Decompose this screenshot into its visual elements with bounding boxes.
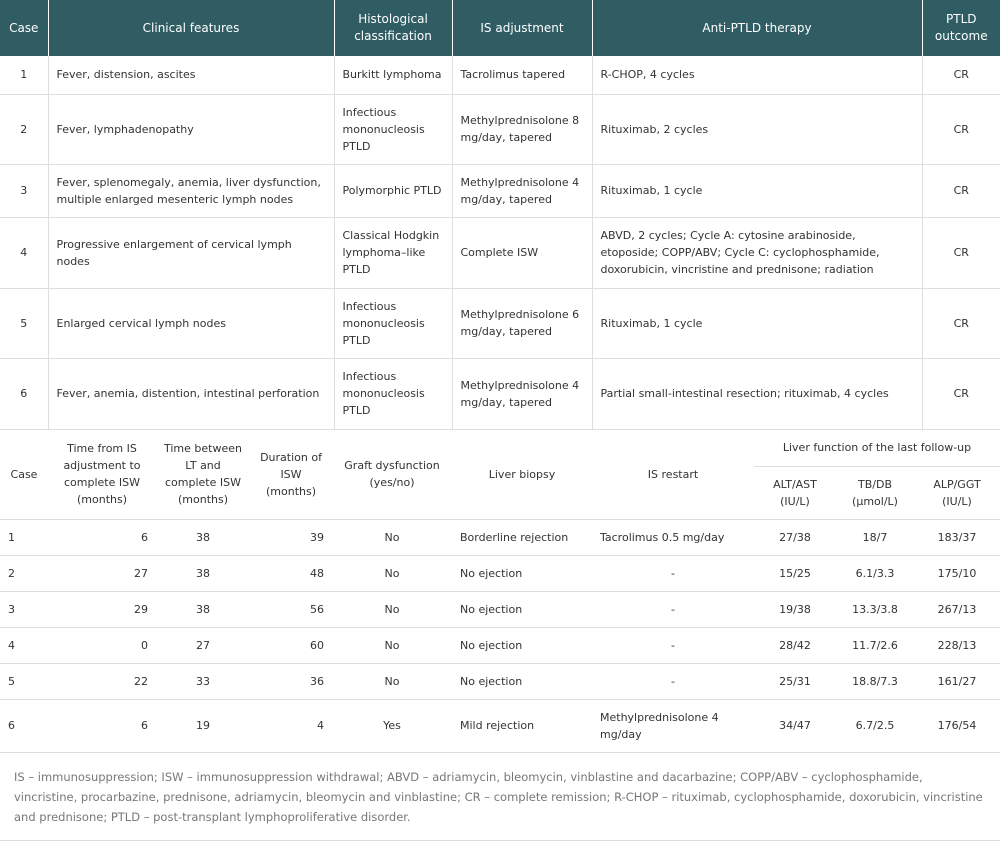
header-liver-function-group: Liver function of the last follow-up <box>754 430 1000 467</box>
cell-outcome: CR <box>922 217 1000 288</box>
cell-case: 2 <box>0 555 48 591</box>
cell-graft-dysfunction: No <box>332 627 452 663</box>
cell-alt-ast: 25/31 <box>754 663 836 699</box>
cell-is-restart: - <box>592 555 754 591</box>
cell-liver-biopsy: No ejection <box>452 663 592 699</box>
header-alt-ast: ALT/AST (IU/L) <box>754 466 836 519</box>
cell-case: 3 <box>0 164 48 217</box>
cell-therapy: Rituximab, 2 cycles <box>592 94 922 164</box>
cell-time-lt-to-isw: 33 <box>156 663 250 699</box>
cell-histology: Classical Hodgkin lymphoma–like PTLD <box>334 217 452 288</box>
cell-is-adjustment: Tacrolimus tapered <box>452 56 592 94</box>
header-duration-isw: Duration of ISW (months) <box>250 430 332 520</box>
table-row <box>0 358 1000 429</box>
cell-is-restart: - <box>592 627 754 663</box>
cell-time-lt-to-isw: 38 <box>156 591 250 627</box>
header-histological-classification: Histological classification <box>334 0 452 56</box>
cell-case: 6 <box>0 358 48 429</box>
header-alp-ggt: ALP/GGT (IU/L) <box>914 466 1000 519</box>
cell-graft-dysfunction: No <box>332 555 452 591</box>
header-clinical-features: Clinical features <box>48 0 334 56</box>
cell-time-is-to-isw: 27 <box>48 555 156 591</box>
table-row <box>0 699 1000 752</box>
cell-clinical-features: Fever, splenomegaly, anemia, liver dysfunction, multiple enlarged mesenteric lymph nodes <box>48 164 334 217</box>
cell-case: 4 <box>0 217 48 288</box>
cell-histology: Burkitt lymphoma <box>334 56 452 94</box>
cell-graft-dysfunction: Yes <box>332 699 452 752</box>
table-row <box>0 663 1000 699</box>
cell-case: 5 <box>0 663 48 699</box>
cell-outcome: CR <box>922 288 1000 358</box>
cell-clinical-features: Fever, anemia, distention, intestinal perforation <box>48 358 334 429</box>
table-row <box>0 164 1000 217</box>
cell-alp-ggt: 176/54 <box>914 699 1000 752</box>
cell-case: 3 <box>0 591 48 627</box>
cell-liver-biopsy: Mild rejection <box>452 699 592 752</box>
cell-clinical-features: Fever, lymphadenopathy <box>48 94 334 164</box>
cell-time-lt-to-isw: 27 <box>156 627 250 663</box>
cell-is-adjustment: Methylprednisolone 8 mg/day, tapered <box>452 94 592 164</box>
cell-therapy: R-CHOP, 4 cycles <box>592 56 922 94</box>
cell-duration-isw: 39 <box>250 519 332 555</box>
cell-alt-ast: 27/38 <box>754 519 836 555</box>
header-graft-dysfunction: Graft dysfunction (yes/no) <box>332 430 452 520</box>
cell-is-restart: Tacrolimus 0.5 mg/day <box>592 519 754 555</box>
cell-therapy: ABVD, 2 cycles; Cycle A: cytosine arabinoside, etoposide; COPP/ABV; Cycle C: cyclophosphamide, doxorubicin, vincristine and prednisone; radiation <box>592 217 922 288</box>
cell-graft-dysfunction: No <box>332 519 452 555</box>
cell-duration-isw: 36 <box>250 663 332 699</box>
cell-case: 1 <box>0 56 48 94</box>
cell-alt-ast: 15/25 <box>754 555 836 591</box>
cell-time-is-to-isw: 0 <box>48 627 156 663</box>
cell-is-restart: - <box>592 663 754 699</box>
cell-duration-isw: 48 <box>250 555 332 591</box>
cell-graft-dysfunction: No <box>332 663 452 699</box>
header-case: Case <box>0 430 48 520</box>
table-footnote: IS – immunosuppression; ISW – immunosuppression withdrawal; ABVD – adriamycin, bleomycin, vinblastine and dacarbazine; COPP/ABV – cyclophosphamide, vincristine, procarbazine, prednisone, adriamycin, bleomycin and vinblastine; CR – complete remission; R-CHOP – rituximab, cyclophosphamide, doxorubicin, vincristine and prednisone; PTLD – post-transplant lymphoproliferative disorder. <box>14 769 983 824</box>
cell-tb-db: 18.8/7.3 <box>836 663 914 699</box>
cell-alt-ast: 34/47 <box>754 699 836 752</box>
cell-case: 1 <box>0 519 48 555</box>
cell-outcome: CR <box>922 358 1000 429</box>
cell-histology: Polymorphic PTLD <box>334 164 452 217</box>
cell-alp-ggt: 175/10 <box>914 555 1000 591</box>
cell-time-lt-to-isw: 38 <box>156 519 250 555</box>
header-anti-ptld-therapy: Anti-PTLD therapy <box>592 0 922 56</box>
header-case: Case <box>0 0 48 56</box>
isw-outcomes-table <box>0 430 1000 753</box>
cell-alp-ggt: 183/37 <box>914 519 1000 555</box>
cell-tb-db: 11.7/2.6 <box>836 627 914 663</box>
cell-is-adjustment: Methylprednisolone 4 mg/day, tapered <box>452 164 592 217</box>
cell-tb-db: 18/7 <box>836 519 914 555</box>
cell-is-adjustment: Complete ISW <box>452 217 592 288</box>
header-tb-db: TB/DB (μmol/L) <box>836 466 914 519</box>
cell-therapy: Rituximab, 1 cycle <box>592 288 922 358</box>
cell-case: 2 <box>0 94 48 164</box>
cell-time-lt-to-isw: 38 <box>156 555 250 591</box>
cell-case: 5 <box>0 288 48 358</box>
cell-tb-db: 6.7/2.5 <box>836 699 914 752</box>
header-time-is-to-isw: Time from IS adjustment to complete ISW (months) <box>48 430 156 520</box>
header-is-restart: IS restart <box>592 430 754 520</box>
cell-histology: Infectious mononucleosis PTLD <box>334 358 452 429</box>
table-row <box>0 627 1000 663</box>
cell-alp-ggt: 161/27 <box>914 663 1000 699</box>
cell-is-restart: Methylprednisolone 4 mg/day <box>592 699 754 752</box>
cell-therapy: Partial small-intestinal resection; rituximab, 4 cycles <box>592 358 922 429</box>
cell-outcome: CR <box>922 94 1000 164</box>
cell-liver-biopsy: Borderline rejection <box>452 519 592 555</box>
cell-time-lt-to-isw: 19 <box>156 699 250 752</box>
table-row <box>0 519 1000 555</box>
cell-case: 6 <box>0 699 48 752</box>
table2-header-row <box>0 430 1000 467</box>
cell-tb-db: 6.1/3.3 <box>836 555 914 591</box>
cell-graft-dysfunction: No <box>332 591 452 627</box>
cell-therapy: Rituximab, 1 cycle <box>592 164 922 217</box>
cell-time-is-to-isw: 29 <box>48 591 156 627</box>
table1-header-row <box>0 0 1000 56</box>
cell-duration-isw: 4 <box>250 699 332 752</box>
table-row <box>0 555 1000 591</box>
cell-liver-biopsy: No ejection <box>452 555 592 591</box>
cell-is-adjustment: Methylprednisolone 6 mg/day, tapered <box>452 288 592 358</box>
header-is-adjustment: IS adjustment <box>452 0 592 56</box>
table-row <box>0 591 1000 627</box>
cell-is-restart: - <box>592 591 754 627</box>
cell-duration-isw: 56 <box>250 591 332 627</box>
table-row <box>0 56 1000 94</box>
header-liver-biopsy: Liver biopsy <box>452 430 592 520</box>
cell-liver-biopsy: No ejection <box>452 627 592 663</box>
cell-alt-ast: 28/42 <box>754 627 836 663</box>
cell-liver-biopsy: No ejection <box>452 591 592 627</box>
cell-clinical-features: Enlarged cervical lymph nodes <box>48 288 334 358</box>
cell-alt-ast: 19/38 <box>754 591 836 627</box>
cell-alp-ggt: 228/13 <box>914 627 1000 663</box>
cell-alp-ggt: 267/13 <box>914 591 1000 627</box>
header-time-lt-to-isw: Time between LT and complete ISW (months) <box>156 430 250 520</box>
header-ptld-outcome: PTLD outcome <box>922 0 1000 56</box>
table-row <box>0 288 1000 358</box>
cell-clinical-features: Fever, distension, ascites <box>48 56 334 94</box>
cell-clinical-features: Progressive enlargement of cervical lymph nodes <box>48 217 334 288</box>
cell-case: 4 <box>0 627 48 663</box>
cell-tb-db: 13.3/3.8 <box>836 591 914 627</box>
cell-duration-isw: 60 <box>250 627 332 663</box>
cell-outcome: CR <box>922 56 1000 94</box>
cell-time-is-to-isw: 22 <box>48 663 156 699</box>
bottom-rule <box>0 840 1000 841</box>
cell-outcome: CR <box>922 164 1000 217</box>
cell-histology: Infectious mononucleosis PTLD <box>334 94 452 164</box>
table-row <box>0 217 1000 288</box>
table-row <box>0 94 1000 164</box>
cell-time-is-to-isw: 6 <box>48 519 156 555</box>
cell-is-adjustment: Methylprednisolone 4 mg/day, tapered <box>452 358 592 429</box>
cell-time-is-to-isw: 6 <box>48 699 156 752</box>
cell-histology: Infectious mononucleosis PTLD <box>334 288 452 358</box>
